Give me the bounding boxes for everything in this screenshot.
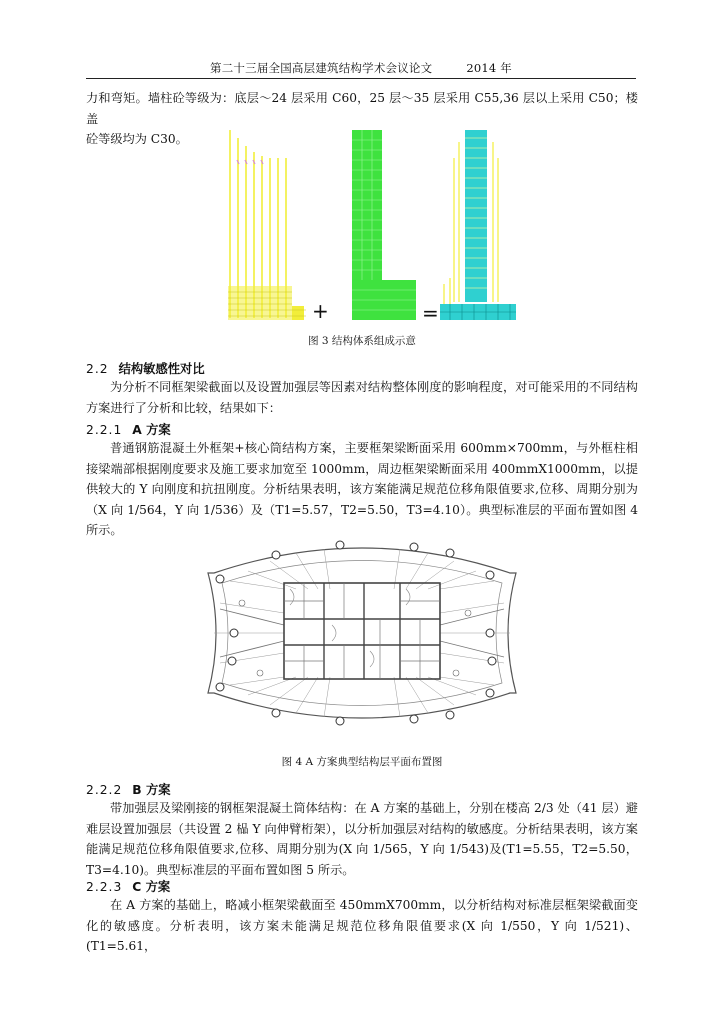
plus-sign: + [312, 299, 329, 323]
core-tube-drawing [352, 130, 416, 320]
paragraph-scheme-a: 普通钢筋混凝土外框架+核心筒结构方案，主要框架梁断面采用 600mm×700mm，与外框柱相接梁端部根据刚度要求及施工要求加宽至 1000mm，周边框架梁断面采用 400mmX1000mm，以提供较大的 Y 向刚度和抗扭刚度。分析结果表明，该方案能满足规范位移角限值要求,位移、周期分别为（X 向 1/564，Y 向 1/536）及（T1=5.57，T2=5.50，T3=4.10）。典型标准层的平面布置如图 4 所示。 [86, 441, 638, 537]
paragraph-scheme-b: 带加强层及梁刚接的钢框架混凝土筒体结构：在 A 方案的基础上，分别在楼高 2/3 处（41 层）避难层设置加强层（共设置 2 榀 Y 向伸臂桁架），以分析加强层对结构的敏感度。分析结果表明，该方案能满足规范位移角限值要求,位移、周期分别为(X 向 1/565，Y 向 1/543)及(T1=5.55，T2=5.50，T3=4.10)。典型标准层的平面布置如图 5 所示。 [86, 801, 638, 877]
figure-3-structural-system [210, 128, 530, 324]
section-heading-2-2-2: 2.2.2 B 方案 [86, 783, 171, 797]
section-heading-2-2-1: 2.2.1 A 方案 [86, 423, 171, 437]
header-year: 2014 年 [466, 61, 512, 75]
paragraph-intro-comparison: 为分析不同框架梁截面以及设置加强层等因素对结构整体刚度的影响程度，对可能采用的不同结构方案进行了分析和比较，结果如下： [86, 380, 638, 415]
running-header [86, 60, 636, 79]
core-walls [284, 583, 440, 679]
frame-system-drawing [228, 130, 306, 320]
combined-system-drawing [440, 130, 516, 320]
conference-title: 第二十三届全国高层建筑结构学术会议论文 [210, 61, 433, 75]
figure-4-caption: 图 4 A 方案典型结构层平面布置图 [281, 756, 443, 768]
paragraph-material-grades: 力和弯矩。墙柱砼等级为：底层～24 层采用 C60，25 层～35 层采用 C55,36 层以上采用 C50；楼盖 砼等级均为 C30。 [86, 91, 638, 146]
figure-3-caption: 图 3 结构体系组成示意 [308, 335, 416, 347]
paragraph-scheme-c: 在 A 方案的基础上，略减小框架梁截面至 450mmX700mm，以分析结构对标准层框架梁截面变化的敏感度。分析表明，该方案未能满足规范位移角限值要求(X 向 1/550，Y 向 1/521)、(T1=5.61， [86, 898, 638, 953]
equals-sign: = [422, 301, 439, 324]
figure-4-floor-plan [200, 533, 524, 733]
section-heading-2-2-3: 2.2.3 C 方案 [86, 880, 171, 894]
section-heading-2-2: 2.2 结构敏感性对比 [86, 362, 205, 376]
